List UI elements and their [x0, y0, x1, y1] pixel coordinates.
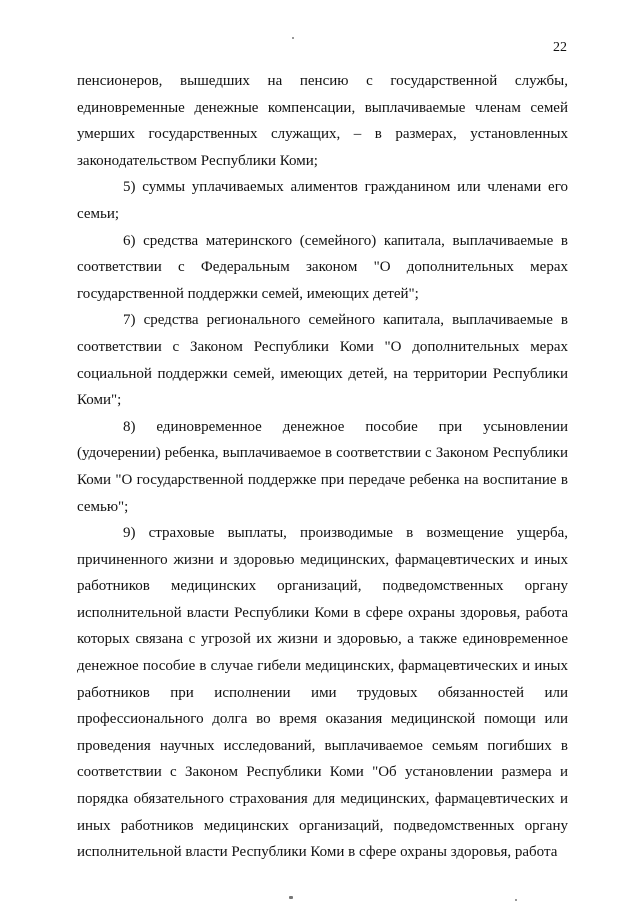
document-body	[77, 68, 568, 866]
paragraph-item-5: 5) суммы уплачиваемых алиментов гражданином или членами его семьи;	[77, 179, 568, 222]
paragraph-continuation: пенсионеров, вышедших на пенсию с государственной службы, единовременные денежные компенсации, выплачиваемые членам семей умерших государственных служащих, – в размерах, установленных законодательством Республики Коми;	[77, 73, 568, 169]
scan-speck-bottom-right	[515, 899, 517, 901]
paragraph-item-9: 9) страховые выплаты, производимые в возмещение ущерба, причиненного жизни и здоровью медицинских, фармацевтических и иных работников медицинских организаций, подведомственных органу исполнительной власти Республики Коми в сфере охраны здоровья, работа которых связана с угрозой их жизни и здоровью, а также единовременное денежное пособие в случае гибели медицинских, фармацевтических и иных работников при исполнении ими трудовых обязанностей или профессионального долга во время оказания медицинской помощи или проведения научных исследований, выплачиваемое семьям погибших в соответствии с Законом Республики Коми "Об установлении размера и порядка обязательного страхования для медицинских, фармацевтических и иных работников медицинских организаций, подведомственных органу исполнительной власти Республики Коми в сфере охраны здоровья, работа	[77, 525, 568, 861]
paragraph-item-8: 8) единовременное денежное пособие при усыновлении (удочерении) ребенка, выплачиваемое в соответствии с Законом Республики Коми "О государственной поддержке при передаче ребенка на воспитание в семью";	[77, 418, 568, 515]
scan-speck-bottom	[289, 896, 293, 899]
paragraph-item-7: 7) средства регионального семейного капитала, выплачиваемые в соответствии с Законом Республики Коми "О дополнительных мерах социальной поддержки семей, имеющих детей, на территории Республики Коми";	[77, 312, 568, 409]
page-number: 22	[553, 40, 567, 55]
paragraph-item-6: 6) средства материнского (семейного) капитала, выплачиваемые в соответствии с Федеральным законом "О дополнительных мерах государственной поддержки семей, имеющих детей";	[77, 232, 568, 302]
scan-speck-top	[292, 37, 294, 39]
